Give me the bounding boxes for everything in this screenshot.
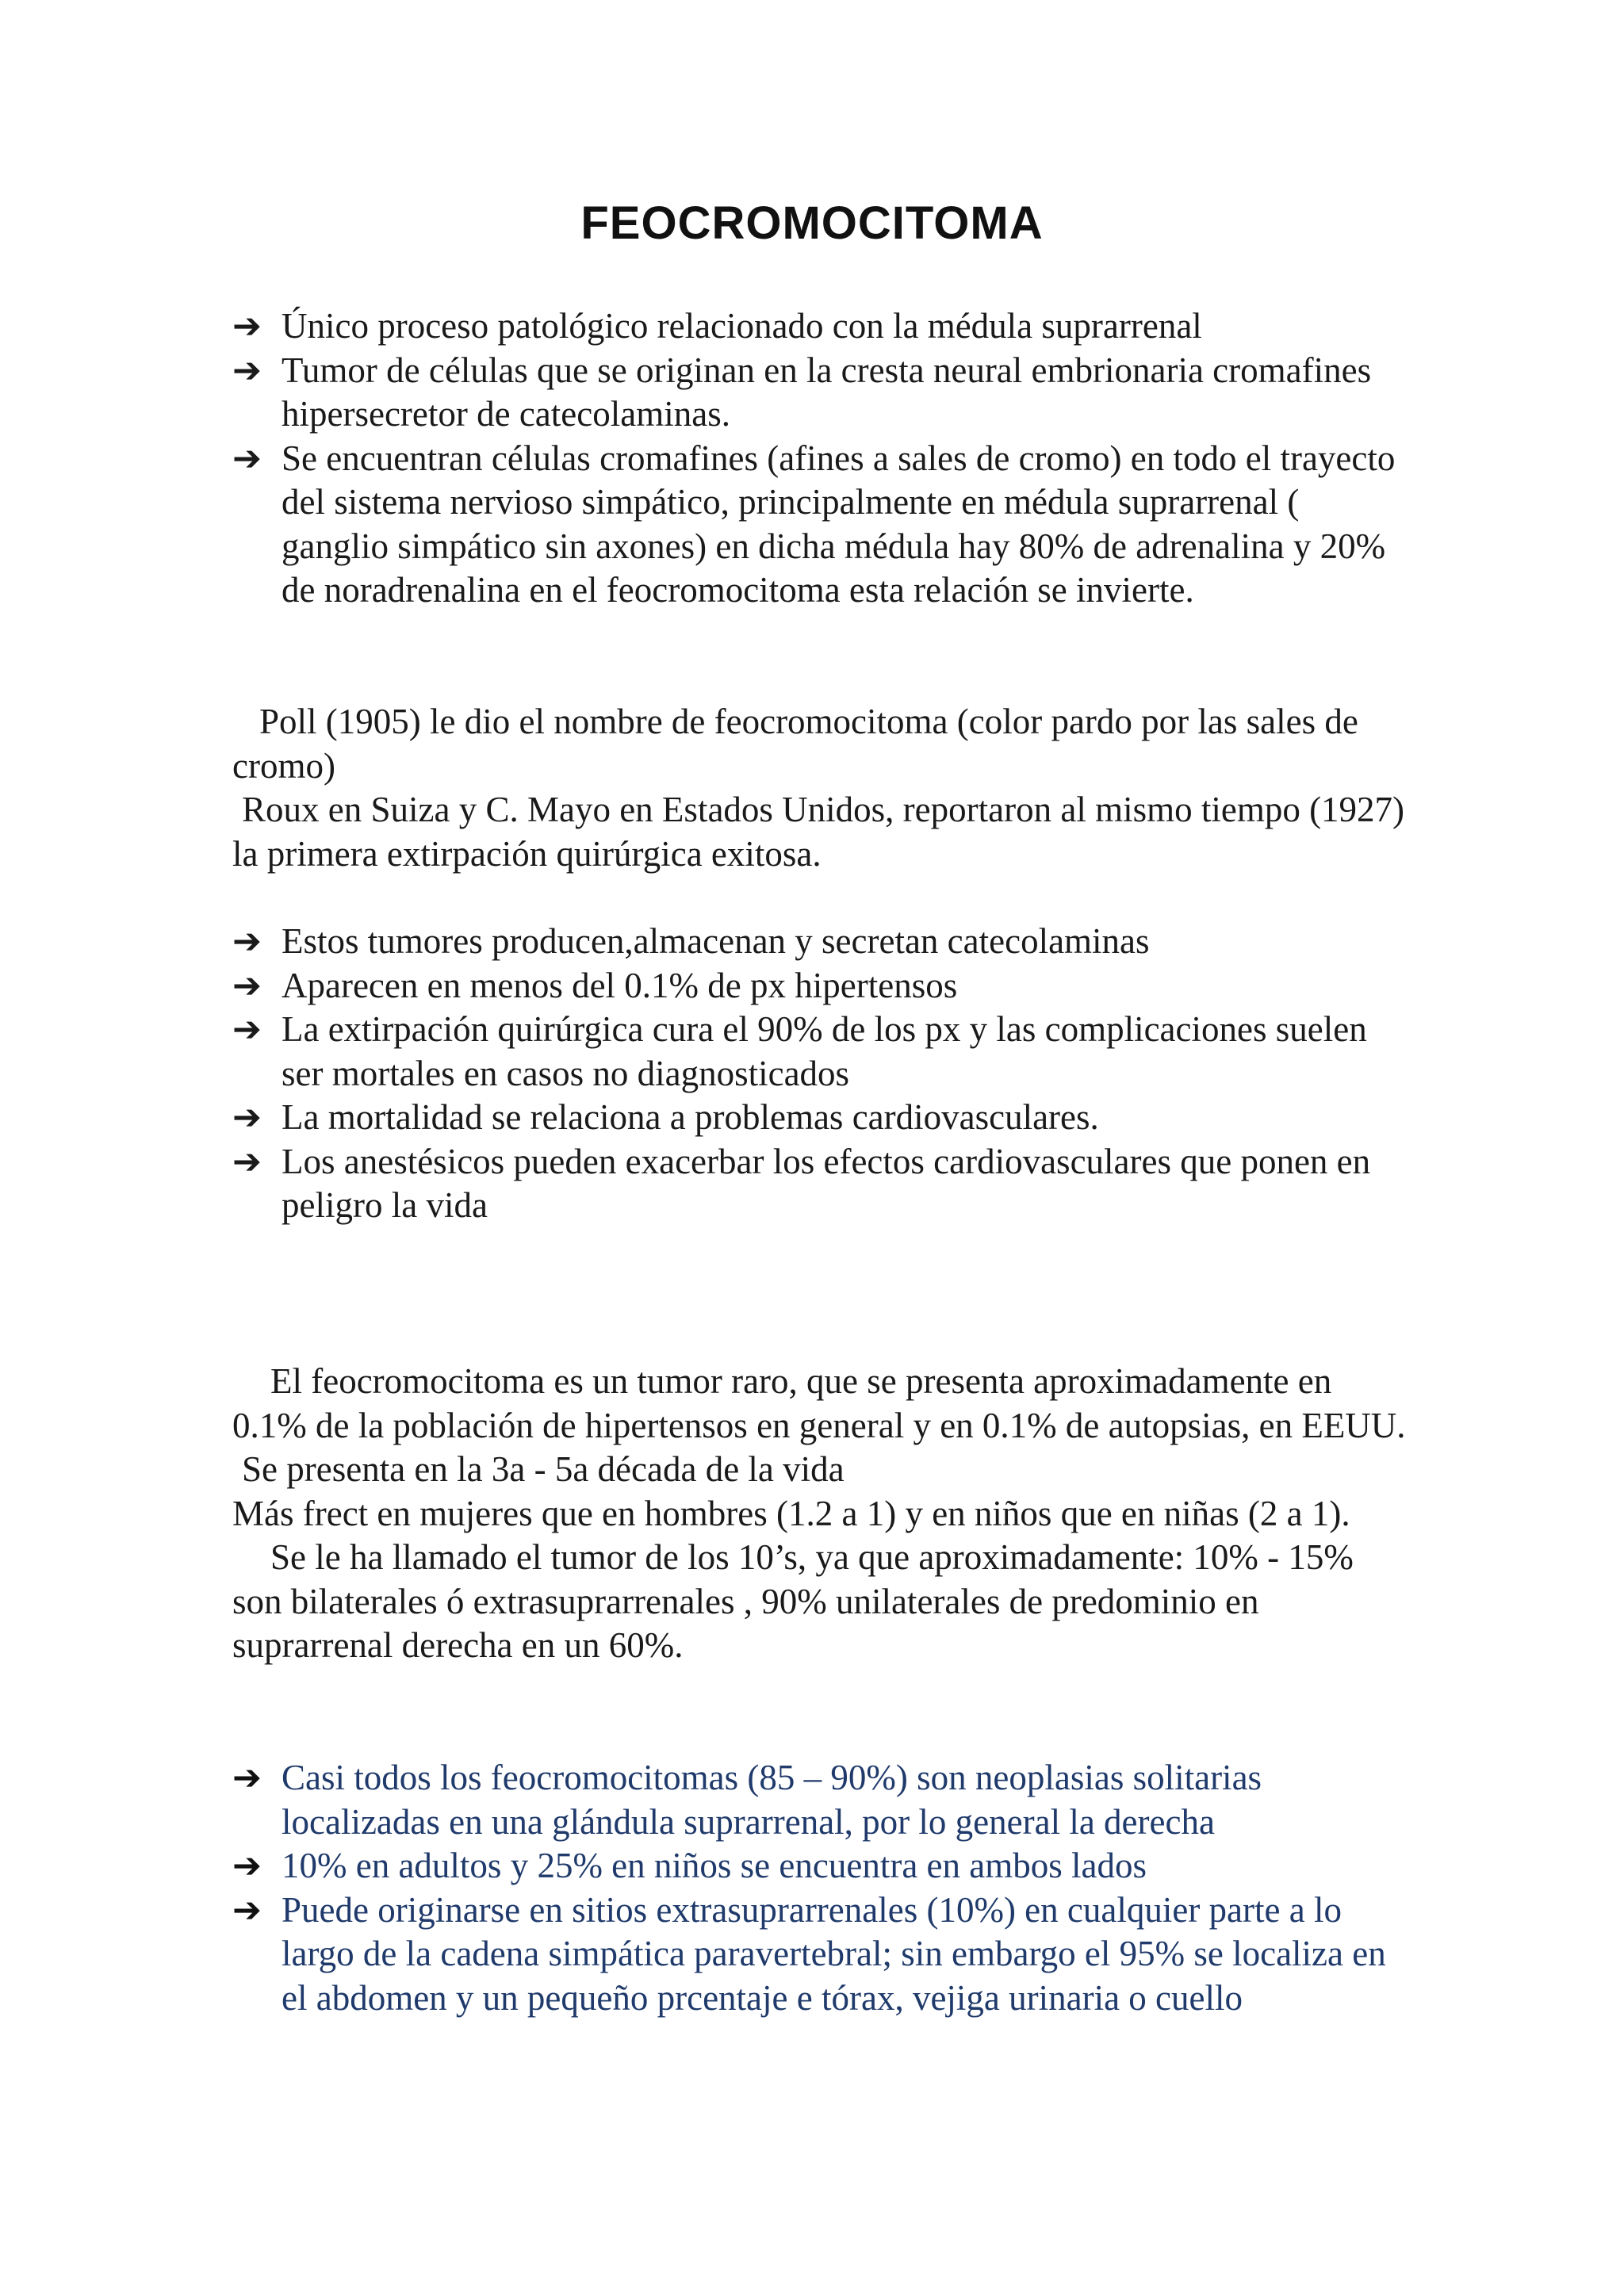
list-item: [232, 1008, 1406, 1096]
arrow-icon: ➔: [232, 306, 262, 346]
arrow-icon: ➔: [232, 350, 262, 391]
list-item: [232, 1096, 1406, 1140]
epidemiology-paragraphs: [232, 1360, 1406, 1668]
intro-bullet-list: [232, 304, 1406, 613]
list-item: [232, 1140, 1406, 1228]
list-item-text: Aparecen en menos del 0.1% de px hipertensos: [282, 965, 958, 1005]
history-paragraphs: [232, 700, 1406, 876]
list-item-text: La extirpación quirúrgica cura el 90% de los px y las complicaciones suelen ser mortales en casos no diagnosticados: [282, 1009, 1367, 1093]
epidemiology-paragraph: Se le ha llamado el tumor de los 10’s, ya que aproximadamente: 10% - 15% son bilaterales ó extrasuprarrenales , 90% unilaterales de predominio en suprarrenal derecha en un 60%.: [232, 1537, 1354, 1665]
list-item: [232, 349, 1406, 437]
list-item-text: La mortalidad se relaciona a problemas cardiovasculares.: [282, 1097, 1099, 1137]
localization-bullet-list: [232, 1756, 1406, 2020]
characteristics-bullet-list: [232, 920, 1406, 1228]
arrow-icon: ➔: [232, 1889, 262, 1931]
list-item: [232, 304, 1406, 349]
arrow-icon: ➔: [232, 1097, 262, 1138]
epidemiology-paragraph: El feocromocitoma es un tumor raro, que se presenta aproximadamente en 0.1% de la población de hipertensos en general y en 0.1% de autopsias, en EEUU.: [232, 1361, 1406, 1445]
list-item-text: Casi todos los feocromocitomas (85 – 90%) son neoplasias solitarias localizadas en una glándula suprarrenal, por lo general la derecha: [282, 1758, 1262, 1842]
list-item-text: Estos tumores producen,almacenan y secretan catecolaminas: [282, 921, 1150, 961]
arrow-icon: ➔: [232, 965, 262, 1006]
arrow-icon: ➔: [232, 1846, 262, 1886]
list-item-text: Tumor de células que se originan en la cresta neural embrionaria cromafines hipersecretor de catecolaminas.: [282, 350, 1372, 434]
arrow-icon: ➔: [232, 438, 262, 479]
list-item: [232, 1888, 1406, 2021]
list-item-text: Los anestésicos pueden exacerbar los efectos cardiovasculares que ponen en peligro la vida: [282, 1141, 1371, 1225]
history-paragraph: Roux en Suiza y C. Mayo en Estados Unidos, reportaron al mismo tiempo (1927) la primera extirpación quirúrgica exitosa.: [232, 790, 1405, 874]
epidemiology-paragraph: Se presenta en la 3a - 5a década de la vida: [242, 1449, 845, 1489]
list-item: [232, 920, 1406, 964]
arrow-icon: ➔: [232, 1758, 262, 1798]
list-item-text: Único proceso patológico relacionado con la médula suprarrenal: [282, 306, 1202, 346]
list-item: [232, 964, 1406, 1008]
document-title: FEOCROMOCITOMA: [580, 197, 1044, 249]
list-item-text: 10% en adultos y 25% en niños se encuentra en ambos lados: [282, 1846, 1147, 1885]
arrow-icon: ➔: [232, 1141, 262, 1182]
history-paragraph: Poll (1905) le dio el nombre de feocromocitoma (color pardo por las sales de cromo): [232, 702, 1358, 786]
arrow-icon: ➔: [232, 921, 262, 962]
list-item: [232, 1756, 1406, 1844]
list-item-text: Puede originarse en sitios extrasuprarrenales (10%) en cualquier parte a lo largo de la cadena simpática paravertebral; sin embargo el 95% se localiza en el abdomen y un pequeño prcentaje e tórax, vejiga urinaria o cuello: [282, 1889, 1386, 2018]
list-item: [232, 1844, 1406, 1888]
list-item: [232, 437, 1406, 613]
list-item-text: Se encuentran células cromafines (afines a sales de cromo) en todo el trayecto del sistema nervioso simpático, principalmente en médula suprarrenal ( ganglio simpático sin axones) en dicha médula hay 80% de adrenalina y 20% de noradrenalina en el feocromocitoma esta relación se invierte.: [282, 438, 1396, 610]
arrow-icon: ➔: [232, 1009, 262, 1050]
epidemiology-paragraph: Más frect en mujeres que en hombres (1.2 a 1) y en niños que en niñas (2 a 1).: [232, 1493, 1350, 1533]
